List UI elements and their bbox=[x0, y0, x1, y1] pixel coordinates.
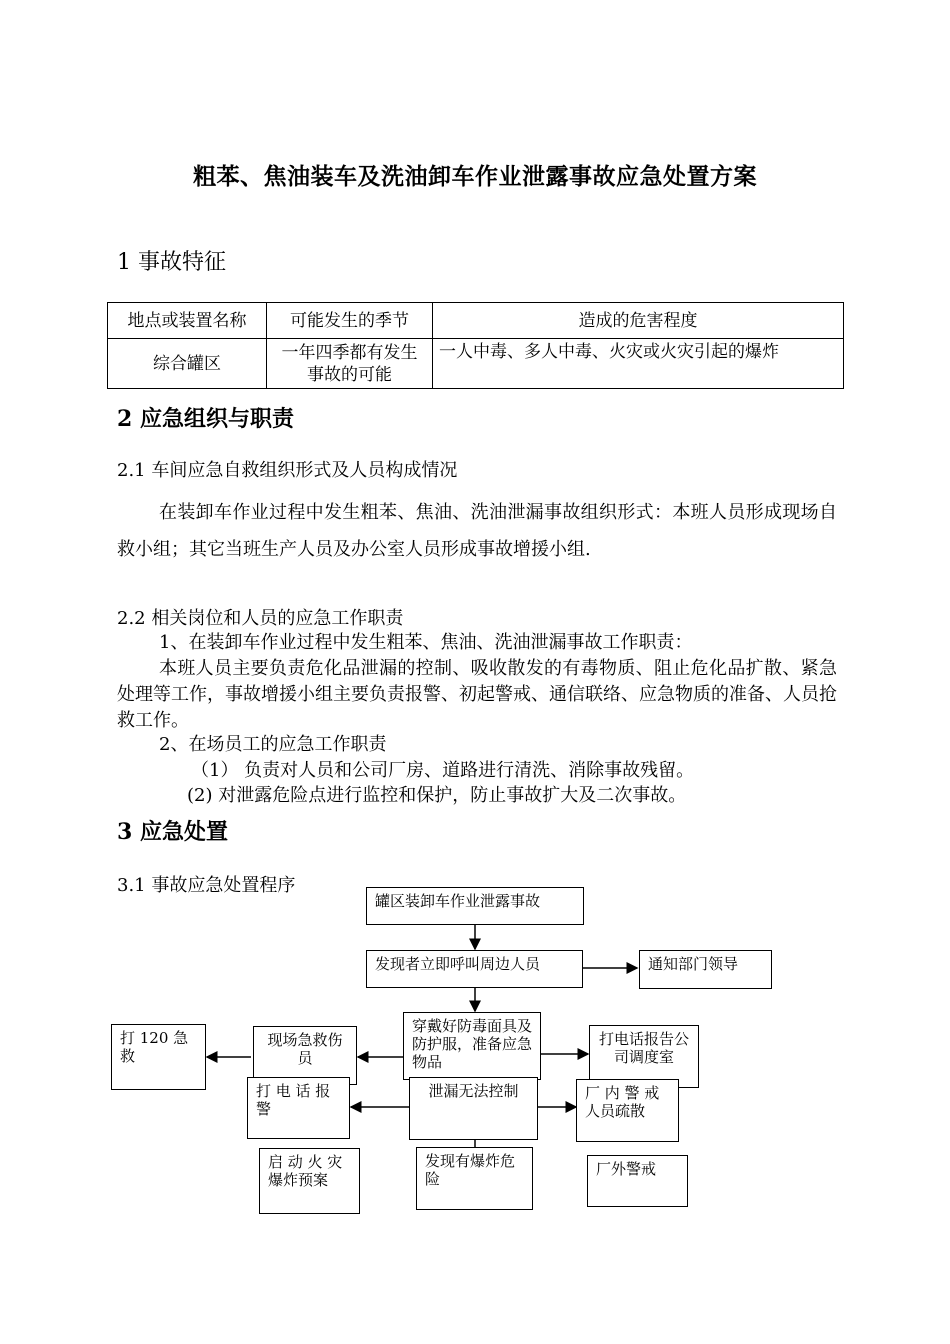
paragraph: 本班人员主要负责危化品泄漏的控制、吸收散发的有毒物质、阻止危化品扩散、紧急处理等工作，事故增援小组主要负责报警、初起警戒、通信联络、应急物质的准备、人员抢救工作。 bbox=[117, 658, 837, 731]
table-header: 可能发生的季节 bbox=[267, 303, 433, 339]
flow-box-outside: 厂外警戒 bbox=[587, 1155, 688, 1207]
flow-box-alarm: 打 电 话 报警 bbox=[247, 1077, 350, 1139]
paragraph: （1） 负责对人员和公司厂房、道路进行清洗、消除事故残留。 bbox=[191, 760, 695, 781]
subheading: 2.1 车间应急自救组织形式及人员构成情况 bbox=[117, 460, 458, 481]
section3-heading: 3 应急处置 bbox=[117, 819, 228, 845]
table-cell: 综合罐区 bbox=[108, 339, 267, 389]
flow-box-rescue: 现场急救伤员 bbox=[253, 1026, 357, 1085]
paragraph: 2、在场员工的应急工作职责 bbox=[159, 734, 387, 755]
flow-box-notify: 通知部门领导 bbox=[639, 950, 772, 989]
flow-box-call120: 打 120 急救 bbox=[111, 1024, 206, 1090]
section1-heading: 1 事故特征 bbox=[117, 250, 226, 275]
flow-box-discover: 发现者立即呼叫周边人员 bbox=[366, 950, 583, 988]
flow-box-explosion: 发现有爆炸危险 bbox=[416, 1147, 533, 1210]
paragraph: 1、在装卸车作业过程中发生粗苯、焦油、洗油泄漏事故工作职责： bbox=[159, 632, 693, 653]
section2-heading: 2 应急组织与职责 bbox=[117, 406, 294, 432]
table-cell: 一人中毒、多人中毒、火灾或火灾引起的爆炸 bbox=[433, 339, 844, 389]
paragraph: 在装卸车作业过程中发生粗苯、焦油、洗油泄漏事故组织形式：本班人员形成现场自救小组；其它当班生产人员及办公室人员形成事故增援小组. bbox=[117, 502, 837, 560]
flow-box-evacuate: 厂 内 警 戒人员疏散 bbox=[576, 1079, 679, 1142]
table-cell: 一年四季都有发生事故的可能 bbox=[267, 339, 433, 389]
table-header: 地点或装置名称 bbox=[108, 303, 267, 339]
flow-box-report: 打电话报告公司调度室 bbox=[589, 1025, 699, 1088]
flow-box-plan: 启 动 火 灾爆炸预案 bbox=[259, 1148, 360, 1214]
subheading: 3.1 事故应急处置程序 bbox=[117, 875, 296, 896]
flow-box-start: 罐区装卸车作业泄露事故 bbox=[366, 887, 584, 925]
paragraph: (2) 对泄露危险点进行监控和保护，防止事故扩大及二次事故。 bbox=[187, 785, 687, 806]
subheading: 2.2 相关岗位和人员的应急工作职责 bbox=[117, 608, 404, 629]
flow-box-uncontrolled: 泄漏无法控制 bbox=[409, 1077, 538, 1140]
page-title: 粗苯、焦油装车及洗油卸车作业泄露事故应急处置方案 bbox=[193, 163, 757, 190]
flow-box-ppe: 穿戴好防毒面具及防护服，准备应急物品 bbox=[403, 1012, 541, 1080]
table-header: 造成的危害程度 bbox=[433, 303, 844, 339]
